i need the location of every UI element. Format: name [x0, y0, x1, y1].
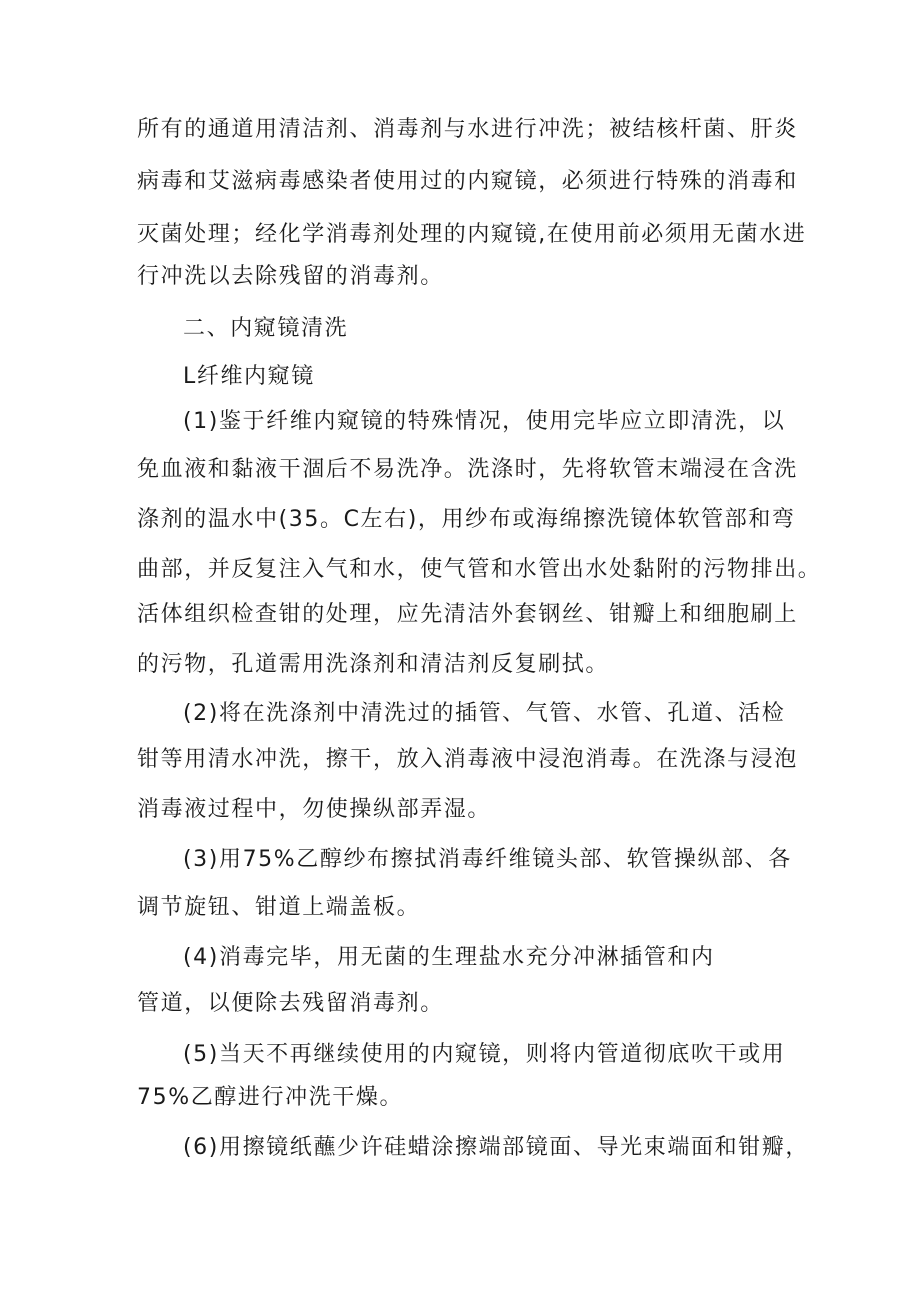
paragraph-line: 所有的通道用清洁剂、消毒剂与水进行冲洗；被结核杆菌、肝炎 — [137, 117, 798, 142]
paragraph-line: 灭菌处理；经化学消毒剂处理的内窥镜,在使用前必须用无菌水进 — [137, 222, 807, 247]
paragraph-line: 消毒液过程中，勿使操纵部弄湿。 — [137, 797, 492, 822]
paragraph-line: (5)当天不再继续使用的内窥镜，则将内管道彻底吹干或用 — [183, 1042, 786, 1067]
paragraph-line: 病毒和艾滋病毒感染者使用过的内窥镜，必须进行特殊的消毒和 — [137, 169, 798, 194]
paragraph-line: 调节旋钮、钳道上端盖板。 — [137, 895, 421, 920]
paragraph-line: (6)用擦镜纸蘸少许硅蜡涂擦端部镜面、导光束端面和钳瓣， — [183, 1135, 809, 1160]
paragraph-line: 涤剂的温水中(35。C左右)，用纱布或海绵擦洗镜体软管部和弯 — [137, 507, 796, 532]
paragraph-line: (4)消毒完毕，用无菌的生理盐水充分冲淋插管和内 — [183, 945, 715, 970]
paragraph-line: (3)用75%乙醇纱布擦拭消毒纤维镜头部、软管操纵部、各 — [183, 847, 792, 872]
paragraph-line: 免血液和黏液干涸后不易洗净。洗涤时，先将软管末端浸在含洗 — [137, 457, 798, 482]
paragraph-line: 行冲洗以去除残留的消毒剂。 — [137, 264, 444, 289]
section-heading: 二、内窥镜清洗 — [183, 316, 349, 341]
paragraph-line: (1)鉴于纤维内窥镜的特殊情况，使用完毕应立即清洗，以 — [183, 409, 786, 434]
paragraph-line: 活体组织检查钳的处理，应先清洁外套钢丝、钳瓣上和细胞刷上 — [137, 602, 798, 627]
paragraph-line: 管道，以便除去残留消毒剂。 — [137, 991, 444, 1016]
paragraph-line: 75%乙醇进行冲洗干燥。 — [137, 1085, 404, 1110]
paragraph-line: 的污物，孔道需用洗涤剂和清洁剂反复刷拭。 — [137, 652, 610, 677]
paragraph-line: 曲部，并反复注入气和水，使气管和水管出水处黏附的污物排出。 — [137, 557, 822, 582]
paragraph-line: (2)将在洗涤剂中清洗过的插管、气管、水管、孔道、活检 — [183, 701, 786, 726]
subsection-heading: L纤维内窥镜 — [183, 364, 315, 389]
paragraph-line: 钳等用清水冲洗，擦干，放入消毒液中浸泡消毒。在洗涤与浸泡 — [137, 747, 798, 772]
